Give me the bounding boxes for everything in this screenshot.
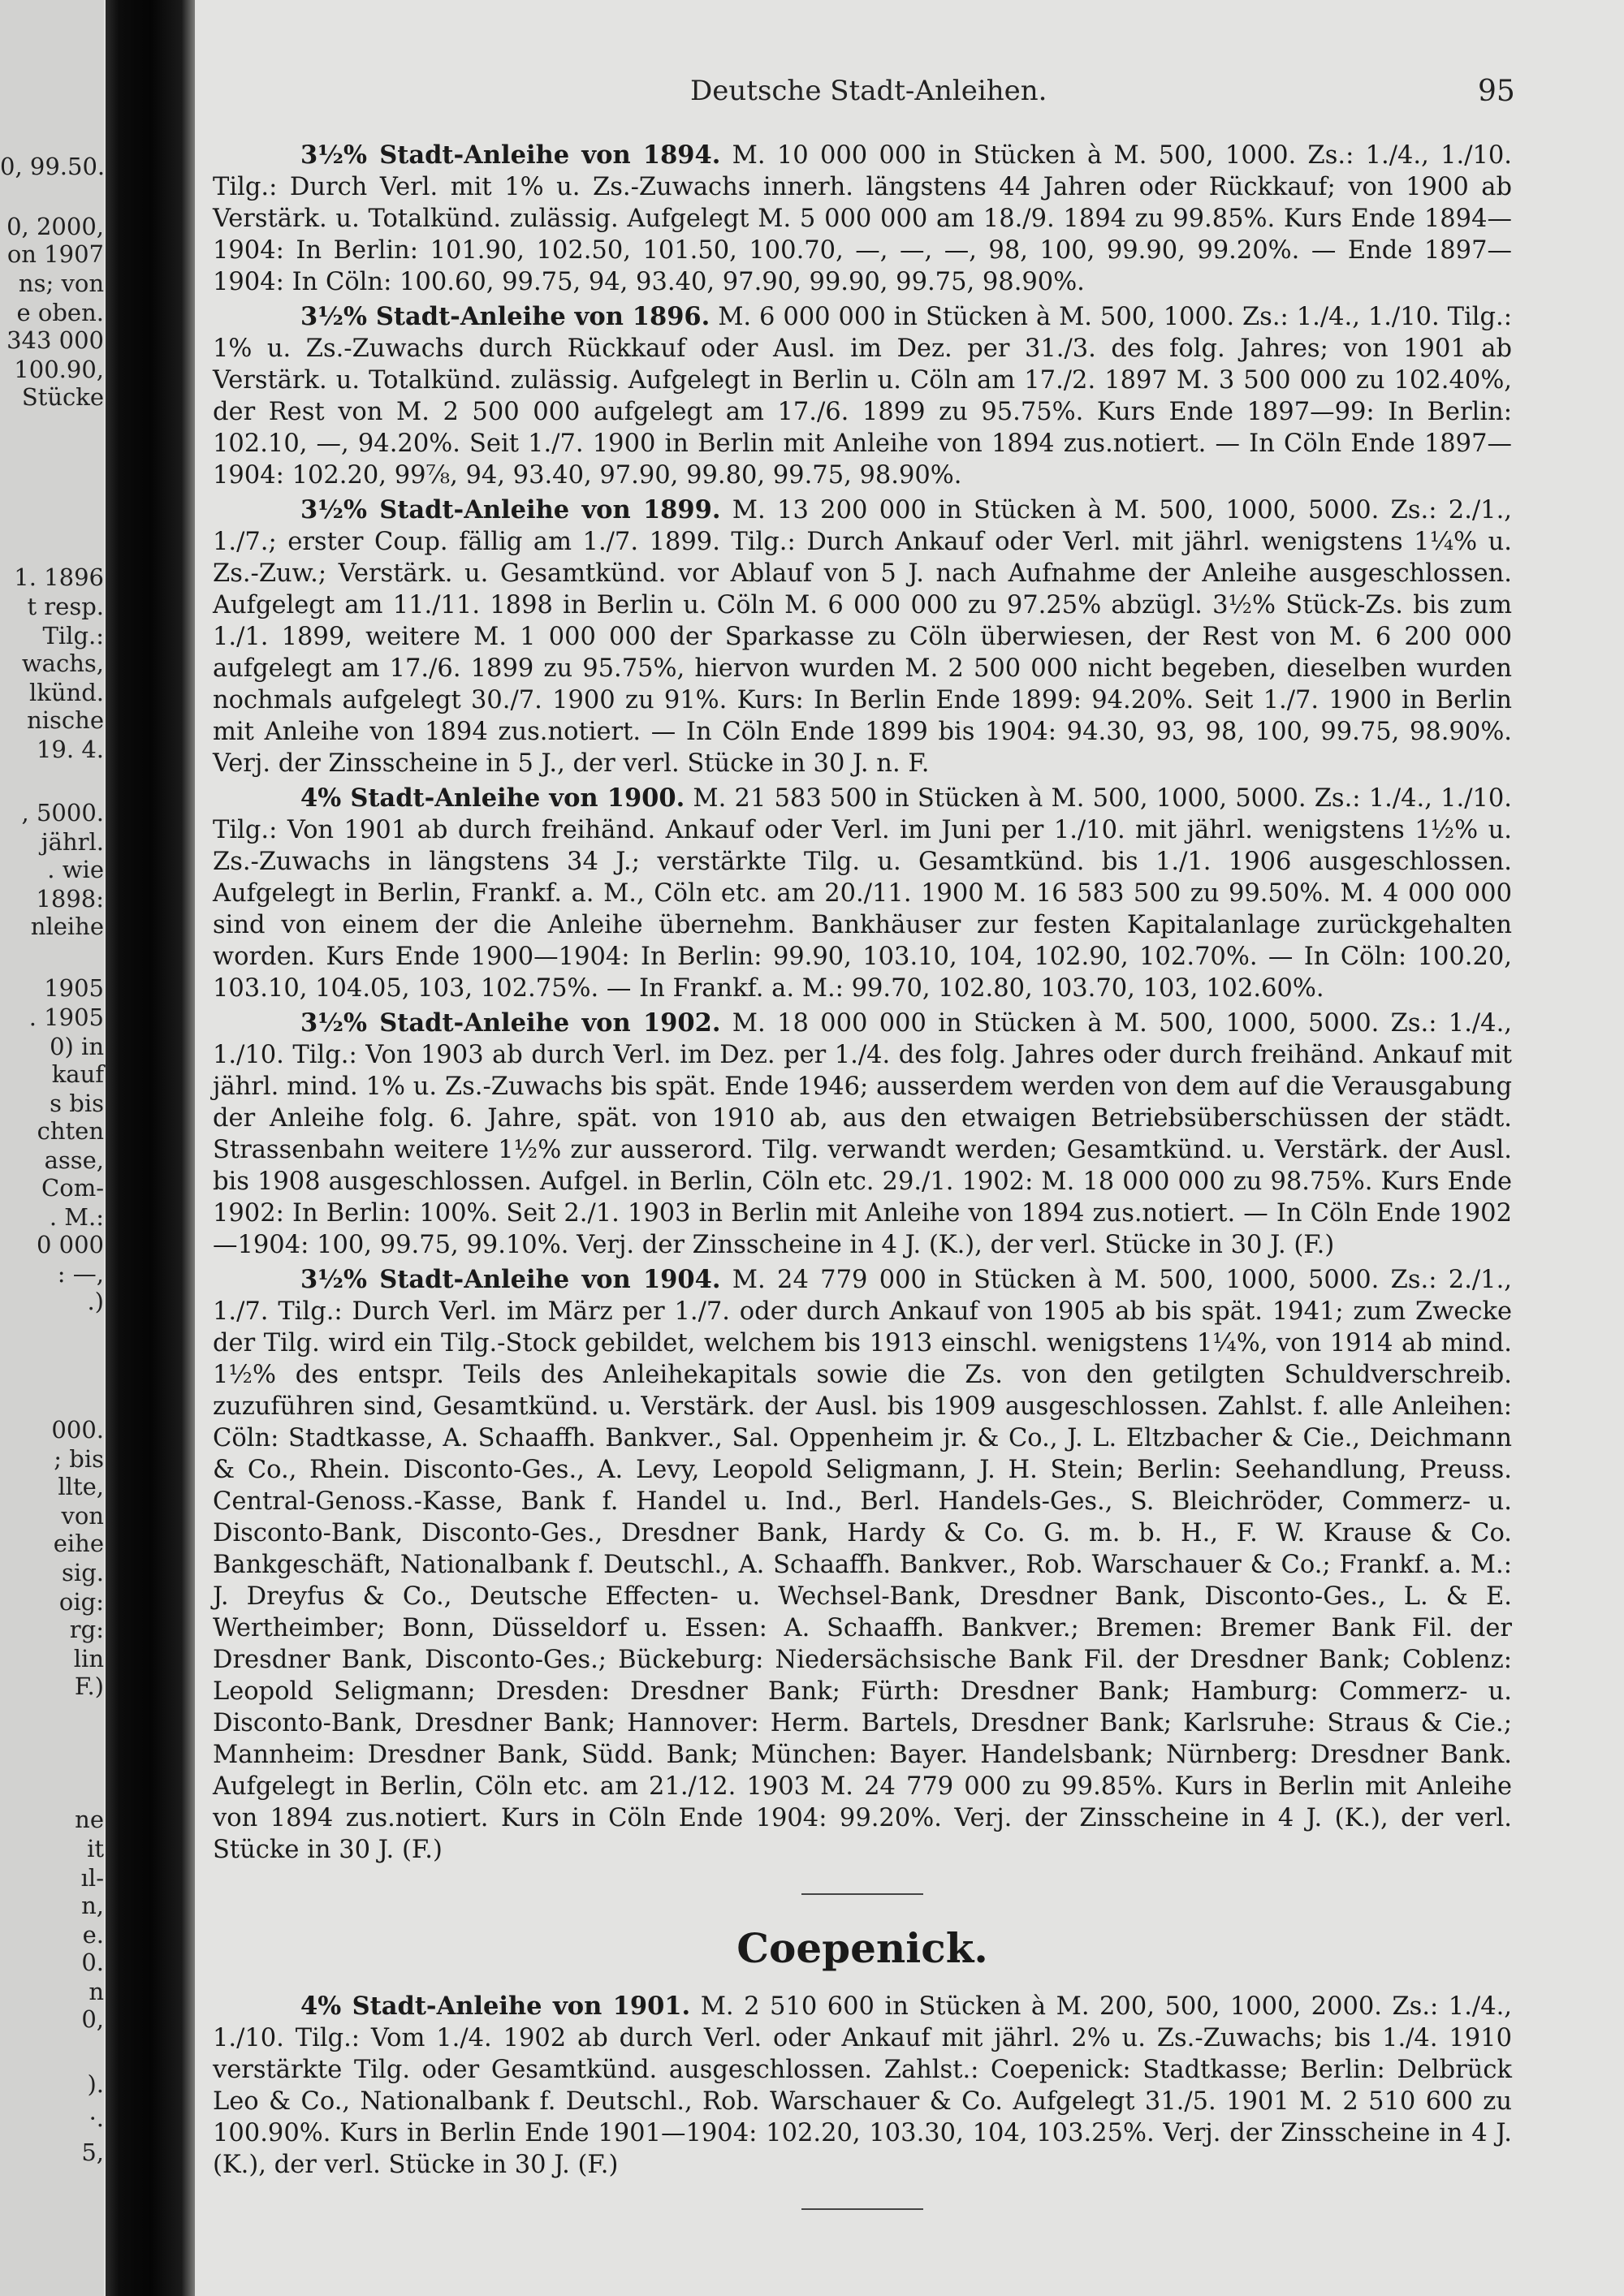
margin-fragment: 1898: [36, 885, 104, 913]
margin-fragment: 000. [51, 1416, 104, 1444]
margin-fragment: Com- [41, 1174, 104, 1202]
section-divider [801, 2208, 923, 2210]
margin-fragment: on 1907 [6, 240, 104, 268]
margin-fragment: Stücke [21, 383, 104, 411]
running-header: Deutsche Stadt-Anleihen. [690, 75, 1047, 107]
loan-details: M. 24 779 000 in Stücken à M. 500, 1000, 5000. Zs.: 2./1., 1./7. Tilg.: Durch Verl. im März per 1./7. oder durch Ankauf von 1905 ab bis spät. 1941; zum Zwecke der Tilg. wird ein Tilg.-Stock gebildet, welchem bis 1913 einschl. wenigstens 1¼%, von 1914 ab mind. 1½% des entspr. Teils des Anleihekapitals sowie die Zs. von den getilgten Schuldverschreib. zuzuführen sind, Gesamtkünd. u. Verstärk. der Ausl. bis 1909 ausgeschlossen. Zahlst. f. alle Anleihen: Cöln: Stadtkasse, A. Schaaffh. Bankver., Sal. Oppenheim jr. & Co., J. L. Eltzbacher & Cie., Deichmann & Co., Rhein. Disconto-Ges., A. Levy, Leopold Seligmann, J. H. Stein; Berlin: Seehandlung, Preuss. Central-Genoss.-Kasse, Bank f. Handel u. Ind., Berl. Handels-Ges., S. Bleichröder, Commerz- u. Disconto-Bank, Disconto-Ges., Dresdner Bank, Hardy & Co. G. m. b. H., F. W. Krause & Co. Bankgeschäft, Nationalbank f. Deutschl., A. Schaaffh. Bankver., Rob. Warschauer & Co.; Frankf. a. M.: J. Dreyfus & Co., Deutsche Effecten- u. Wechsel-Bank, Dresdner Bank, Disconto-Ges., L. & E. Wertheimber; Bonn, Düsseldorf u. Essen: A. Schaaffh. Bankver.; Bremen: Bremer Bank Fil. der Dresdner Bank, Disconto-Ges.; Bückeburg: Niedersächsische Bank Fil. der Dresdner Bank; Coblenz: Leopold Seligmann; Dresden: Dresdner Bank; Fürth: Dresdner Bank; Hamburg: Commerz- u. Disconto-Bank, Dresdner Bank; Hannover: Herm. Bartels, Dresdner Bank; Karlsruhe: Straus & Cie.; Mannheim: Dresdner Bank, Südd. Bank; München: Bayer. Handelsbank; Nürnberg: Dresdner Bank. Aufgelegt in Berlin, Cöln etc. am 21./12. 1903 M. 24 779 000 zu 99.85%. Kurs in Berlin mit Anleihe von 1894 zus.notiert. Kurs in Cöln Ende 1904: 99.20%. Verj. der Zinsscheine in 4 J. (K.), der verl. Stücke in 30 J. (F.) [213, 1266, 1512, 1864]
margin-fragment: . wie [47, 856, 104, 883]
loan-details: M. 2 510 600 in Stücken à M. 200, 500, 1000, 2000. Zs.: 1./4., 1./10. Tilg.: Vom 1./4. 1902 ab durch Verl. oder Ankauf mit jährl. 2% u. Zs.-Zuwachs; bis 1./4. 1910 verstärkte Tilg. oder Gesamtkünd. ausgeschlossen. Zahlst.: Coepenick: Stadtkasse; Berlin: Delbrück Leo & Co., Nationalbank f. Deutschl., Rob. Warschauer & Co. Aufgelegt 31./5. 1901 M. 2 510 600 zu 100.90%. Kurs in Berlin Ende 1901—1904: 102.20, 103.30, 104, 103.25%. Verj. der Zinsscheine in 4 J. (K.), der verl. Stücke in 30 J. (F.) [213, 1992, 1512, 2179]
margin-fragment: e. [82, 1921, 104, 1949]
margin-fragment: 1. 1896 [14, 563, 104, 591]
margin-fragment: sig. [62, 1559, 104, 1586]
loan-entry-1904 [213, 1264, 1512, 1866]
loan-details: M. 21 583 500 in Stücken à M. 500, 1000, 5000. Zs.: 1./4., 1./10. Tilg.: Von 1901 ab durch freihänd. Ankauf oder Verl. im Juni per 1./10. mit jährl. wenigstens 1½% u. Zs.-Zuwachs in längstens 34 J.; verstärkte Tilg. u. Gesamtkünd. bis 1./1. 1906 ausgeschlossen. Aufgelegt in Berlin, Frankf. a. M., Cöln etc. am 20./11. 1900 M. 16 583 500 zu 99.50%. M. 4 000 000 sind von einem der die Anleihe übernehm. Bankhäuser zur festen Kapitalanlage zurückgehalten worden. Kurs Ende 1900—1904: In Berlin: 99.90, 103.10, 104, 102.90, 102.70%. — In Cöln: 100.20, 103.10, 104.05, 103, 102.75%. — In Frankf. a. M.: 99.70, 102.80, 103.70, 103, 102.60%. [213, 784, 1512, 1003]
margin-fragment: F.) [74, 1672, 104, 1700]
loan-entry-1896 [213, 301, 1512, 491]
loan-entry-1902 [213, 1008, 1512, 1261]
loan-heading: 3½% Stadt-Anleihe von 1894. [300, 140, 721, 170]
loan-entry-1894 [213, 140, 1512, 298]
margin-fragment: .) [87, 1288, 104, 1315]
margin-fragment: jährl. [41, 828, 104, 856]
loan-entry-coepenick-1901 [213, 1991, 1512, 2181]
margin-fragment: lkünd. [29, 679, 104, 706]
loan-entry-1899 [213, 494, 1512, 779]
previous-page-strip [0, 0, 104, 2296]
margin-fragment: s bis [50, 1090, 104, 1117]
margin-fragment: 0, 2000, [6, 213, 104, 240]
margin-fragment: n [89, 1978, 104, 2005]
margin-fragment: rg: [69, 1616, 104, 1643]
margin-fragment: nleihe [30, 913, 104, 940]
loan-heading: 4% Stadt-Anleihe von 1900. [300, 783, 685, 813]
margin-fragment: 1905 [44, 974, 104, 1002]
margin-fragment: 0, 99.50. [0, 153, 106, 180]
margin-fragment: llte, [58, 1473, 104, 1500]
margin-fragment: 0 000 [36, 1231, 104, 1258]
margin-fragment: 0. [81, 1949, 104, 1976]
margin-fragment: : —, [57, 1260, 104, 1288]
loan-details: M. 6 000 000 in Stücken à M. 500, 1000. Zs.: 1./4., 1./10. Tilg.: 1% u. Zs.-Zuwachs durch Rückkauf oder Ausl. im Dez. per 31./3. des folg. Jahres; von 1901 ab Verstärk. u. Totalkünd. zulässig. Aufgelegt in Berlin u. Cöln am 17./2. 1897 M. 3 500 000 zu 102.40%, der Rest von M. 2 500 000 aufgelegt am 17./6. 1899 zu 95.75%. Kurs Ende 1897—99: In Berlin: 102.10, —, 94.20%. Seit 1./7. 1900 in Berlin mit Anleihe von 1894 zus.notiert. — In Cöln Ende 1897—1904: 102.20, 99⅞, 94, 93.40, 97.90, 99.80, 99.75, 98.90%. [213, 303, 1512, 490]
margin-fragment: ·. [89, 2104, 104, 2132]
margin-fragment: e oben. [16, 299, 104, 326]
margin-fragment: 0, [81, 2005, 104, 2033]
section-divider [801, 1893, 923, 1895]
margin-fragment: , 5000. [21, 799, 104, 826]
city-heading: Coepenick. [736, 1924, 988, 1972]
book-binding-shadow [106, 0, 195, 2296]
loan-heading: 3½% Stadt-Anleihe von 1896. [300, 302, 710, 331]
margin-fragment: 343 000 [6, 326, 104, 354]
margin-fragment: wachs, [21, 650, 104, 677]
margin-fragment: chten [37, 1117, 104, 1145]
loan-heading: 3½% Stadt-Anleihe von 1904. [300, 1265, 721, 1294]
margin-fragment: von [61, 1502, 104, 1530]
loan-details: M. 10 000 000 in Stücken à M. 500, 1000. Zs.: 1./4., 1./10. Tilg.: Durch Verl. mit 1% u. Zs.-Zuwachs innerh. längstens 44 Jahren oder Rückkauf; von 1900 ab Verstärk. u. Totalkünd. zulässig. Aufgelegt M. 5 000 000 am 18./9. 1894 zu 99.85%. Kurs Ende 1894—1904: In Berlin: 101.90, 102.50, 101.50, 100.70, —, —, —, 98, 100, 99.90, 99.20%. — Ende 1897—1904: In Cöln: 100.60, 99.75, 94, 93.40, 97.90, 99.90, 99.75, 98.90%. [213, 141, 1512, 296]
margin-fragment: 5, [81, 2138, 104, 2166]
margin-fragment: 100.90, [14, 356, 104, 383]
margin-fragment: t resp. [27, 593, 104, 620]
margin-fragment: ). [87, 2070, 104, 2098]
margin-fragment: eihe [53, 1530, 104, 1557]
margin-fragment: oig: [58, 1588, 104, 1616]
margin-fragment: n, [81, 1892, 104, 1919]
loan-heading: 3½% Stadt-Anleihe von 1899. [300, 495, 721, 524]
margin-fragment: lin [73, 1645, 104, 1672]
margin-fragment: . M.: [49, 1203, 104, 1231]
margin-fragment: asse, [44, 1146, 104, 1174]
margin-fragment: nische [27, 706, 104, 734]
main-text-column [213, 140, 1512, 2239]
loan-heading: 3½% Stadt-Anleihe von 1902. [300, 1008, 721, 1038]
margin-fragment: ne [75, 1806, 104, 1833]
margin-fragment: kauf [51, 1060, 104, 1088]
margin-fragment: ıl- [80, 1864, 104, 1892]
margin-fragment: ; bis [54, 1445, 104, 1473]
margin-fragment: 19. 4. [36, 736, 104, 763]
margin-fragment: . 1905 [28, 1003, 104, 1031]
margin-fragment: 0) in [50, 1033, 104, 1060]
loan-details: M. 13 200 000 in Stücken à M. 500, 1000, 5000. Zs.: 2./1., 1./7.; erster Coup. fällig am 1./7. 1899. Tilg.: Durch Ankauf oder Verl. mit jährl. wenigstens 1¼% u. Zs.-Zuw.; Verstärk. u. Gesamtkünd. vor Ablauf von 5 J. nach Aufnahme der Anleihe ausgeschlossen. Aufgelegt am 11./11. 1898 in Berlin u. Cöln M. 6 000 000 zu 97.25% abzügl. 3½% Stück-Zs. bis zum 1./1. 1899, weitere M. 1 000 000 der Sparkasse zu Cöln überwiesen, der Rest von M. 6 200 000 aufgelegt am 17./6. 1899 zu 95.75%, hiervon wurden M. 2 500 000 nicht begeben, dieselben wurden nochmals aufgelegt 30./7. 1900 zu 91%. Kurs: In Berlin Ende 1899: 94.20%. Seit 1./7. 1900 in Berlin mit Anleihe von 1894 zus.notiert. — In Cöln Ende 1899 bis 1904: 94.30, 93, 98, 100, 99.75, 98.90%. Verj. der Zinsscheine in 5 J., der verl. Stücke in 30 J. n. F. [213, 496, 1512, 778]
margin-fragment: Tilg.: [42, 622, 104, 650]
margin-fragment: ns; von [18, 270, 104, 297]
page-number: 95 [1478, 75, 1515, 108]
loan-details: M. 18 000 000 in Stücken à M. 500, 1000, 5000. Zs.: 1./4., 1./10. Tilg.: Von 1903 ab durch Verl. im Dez. per 1./4. des folg. Jahres oder durch freihänd. Ankauf mit jährl. mind. 1% u. Zs.-Zuwachs bis spät. Ende 1946; ausserdem werden von dem auf die Verausgabung der Anleihe folg. 6. Jahre, spät. von 1910 ab, aus den etwaigen Betriebsüberschüssen der städt. Strassenbahn weitere 1½% zur ausserord. Tilg. verwandt werden; Gesamtkünd. u. Verstärk. der Ausl. bis 1908 ausgeschlossen. Aufgel. in Berlin, Cöln etc. 29./1. 1902: M. 18 000 000 zu 98.75%. Kurs Ende 1902: In Berlin: 100%. Seit 2./1. 1903 in Berlin mit Anleihe von 1894 zus.notiert. — In Cöln Ende 1902—1904: 100, 99.75, 99.10%. Verj. der Zinsscheine in 4 J. (K.), der verl. Stücke in 30 J. (F.) [213, 1009, 1512, 1259]
margin-fragment: it [87, 1835, 104, 1862]
loan-heading: 4% Stadt-Anleihe von 1901. [300, 1992, 691, 2021]
loan-entry-1900 [213, 783, 1512, 1004]
